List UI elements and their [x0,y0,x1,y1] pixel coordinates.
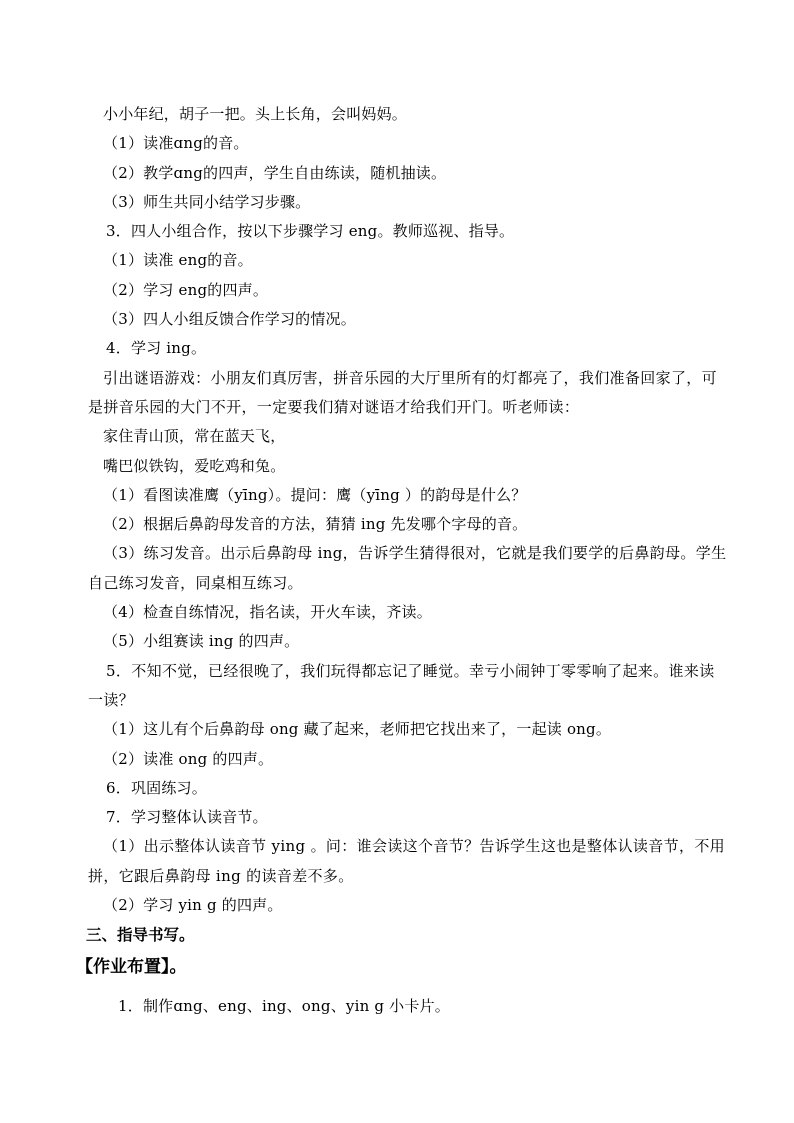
step-line: （5）小组赛读 ing 的四声。 [103,632,300,651]
homework-item: 1．制作ɑng、eng、ing、ong、yin g 小卡片。 [118,997,450,1016]
homework-heading: 【作业布置】。 [76,957,187,978]
step-line: （1）读准ɑng的音。 [103,134,249,153]
step-line: （2）学习 eng的四声。 [103,280,269,299]
step-line: （1）读准 eng的音。 [103,251,253,270]
step-line: （4）检查自练情况，指名读，开火车读，齐读。 [103,603,432,622]
document-body [76,100,728,1022]
riddle-line: 嘴巴似铁钩，爱吃鸡和兔。 [103,456,286,475]
numbered-item: 7．学习整体认读音节。 [106,808,268,827]
numbered-item: 4．学习 ing。 [106,339,207,358]
numbered-item: 3．四人小组合作，按以下步骤学习 eng。教师巡视、指导。 [106,222,515,241]
numbered-item: 6．巩固练习。 [106,778,207,797]
step-line: （3）四人小组反馈合作学习的情况。 [103,310,356,329]
paragraph: （1）出示整体认读音节 ying 。问：谁会读这个音节？告诉学生这也是整体认读音节，不用拼，它跟后鼻韵母 ing 的读音差不多。 [88,837,726,885]
step-line: （1）这儿有个后鼻韵母 ong 藏了起来，老师把它找出来了，一起读 ong。 [103,720,612,739]
section-heading: 三、指导书写。 [86,926,195,945]
riddle-line: 家住青山顶，常在蓝天飞， [103,427,286,446]
step-line: （2）读准 ong 的四声。 [103,749,274,768]
step-line: （2）根据后鼻韵母发音的方法，猜猜 ing 先发哪个字母的音。 [103,515,528,534]
step-line: （3）师生共同小结学习步骤。 [103,192,311,211]
paragraph: 5．不知不觉，已经很晚了，我们玩得都忘记了睡觉。幸亏小闹钟丁零零响了起来。谁来读一读？ [88,661,715,709]
paragraph: （3）练习发音。出示后鼻韵母 ing，告诉学生猜得很对，它就是我们要学的后鼻韵母。学生自己练习发音，同桌相互练习。 [88,544,727,592]
riddle-line: 小小年纪，胡子一把。头上长角，会叫妈妈。 [103,105,408,123]
step-line: （1）看图读准鹰（yīng）。提问：鹰（yīng ）的韵母是什么？ [103,485,527,504]
step-line: （2）学习 yin g 的四声。 [103,896,283,915]
paragraph: 引出谜语游戏：小朋友们真厉害，拼音乐园的大厅里所有的灯都亮了，我们准备回家了，可是拼音乐园的大门不开，一定要我们猜对谜语才给我们开门。听老师读： [88,368,718,416]
step-line: （2）教学ɑng的四声，学生自由练读，随机抽读。 [103,163,447,182]
